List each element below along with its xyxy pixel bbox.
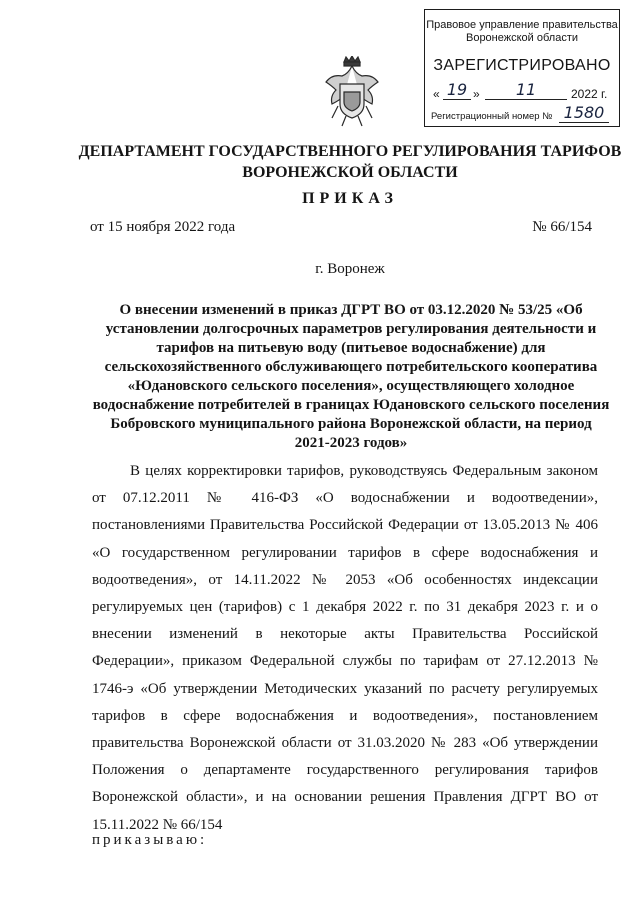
stamp-registration-number bbox=[431, 103, 615, 124]
department-name: ДЕПАРТАМЕНТ ГОСУДАРСТВЕННОГО РЕГУЛИРОВАНИЯ ТАРИФОВ ВОРОНЕЖСКОЙ ОБЛАСТИ bbox=[78, 143, 622, 181]
stamp-year: 2022 г. bbox=[571, 87, 608, 101]
coat-of-arms-icon bbox=[322, 56, 382, 128]
stamp-quote-close: » bbox=[473, 87, 480, 101]
stamp-day-handwritten: 19 bbox=[443, 80, 471, 100]
order-date: от 15 ноября 2022 года bbox=[90, 219, 236, 235]
body-paragraph: В целях корректировки тарифов, руководствуясь Федеральным законом от 07.12.2011 № 416-ФЗ «О водоснабжении и водоотведении», постановлениями Правительства Российской Федерации от 13.05.2013 № 406 «О государственном регулировании тарифов в сфере водоснабжения и водоотведения», от 14.11.2022 № 2053 «Об особенностях индексации регулируемых цен (тарифов) с 1 декабря 2022 г. по 31 декабря 2023 г. и о внесении изменений в некоторые акты Правительства Российской Федерации», приказом Федеральной службы по тарифам от 27.12.2013 № 1746-э «Об утверждении Методических указаний по расчету регулируемых тарифов в сфере водоснабжения и водоотведения», постановлением правительства Воронежской области от 31.03.2020 № 283 «Об утверждении Положения о департаменте государственного регулирования тарифов Воронежской области», и на основании решения Правления ДГРТ ВО от 15.11.2022 № 66/154 bbox=[92, 463, 598, 833]
stamp-registered-label: ЗАРЕГИСТРИРОВАНО bbox=[433, 57, 611, 74]
order-number: № 66/154 bbox=[532, 219, 592, 235]
registration-stamp bbox=[424, 9, 620, 127]
city: г. Воронеж bbox=[315, 261, 385, 277]
order-subject: О внесении изменений в приказ ДГРТ ВО от 03.12.2020 № 53/25 «Об установлении долгосрочных параметров регулирования деятельности и тарифов на питьевую воду (питьевое водоснабжение) для сельскохозяйственного обслуживающего потребительского кооператива «Юдановского сельского поселения», осуществляющего холодное водоснабжение потребителей в границах Юдановского сельского поселения Бобровского муниципального района Воронежской области, на период 2021-2023 годов» bbox=[92, 302, 610, 451]
stamp-quote-open: « bbox=[433, 87, 440, 101]
stamp-registration-value-handwritten: 1580 bbox=[559, 103, 609, 123]
order-title: ПРИКАЗ bbox=[302, 190, 398, 207]
stamp-registration-label: Регистрационный номер № bbox=[431, 111, 553, 122]
stamp-organization: Правовое управление правительства Воронежской области bbox=[426, 19, 618, 44]
stamp-month-handwritten: 11 bbox=[485, 80, 567, 100]
order-directive: приказываю: bbox=[92, 832, 208, 848]
stamp-date bbox=[433, 80, 613, 103]
